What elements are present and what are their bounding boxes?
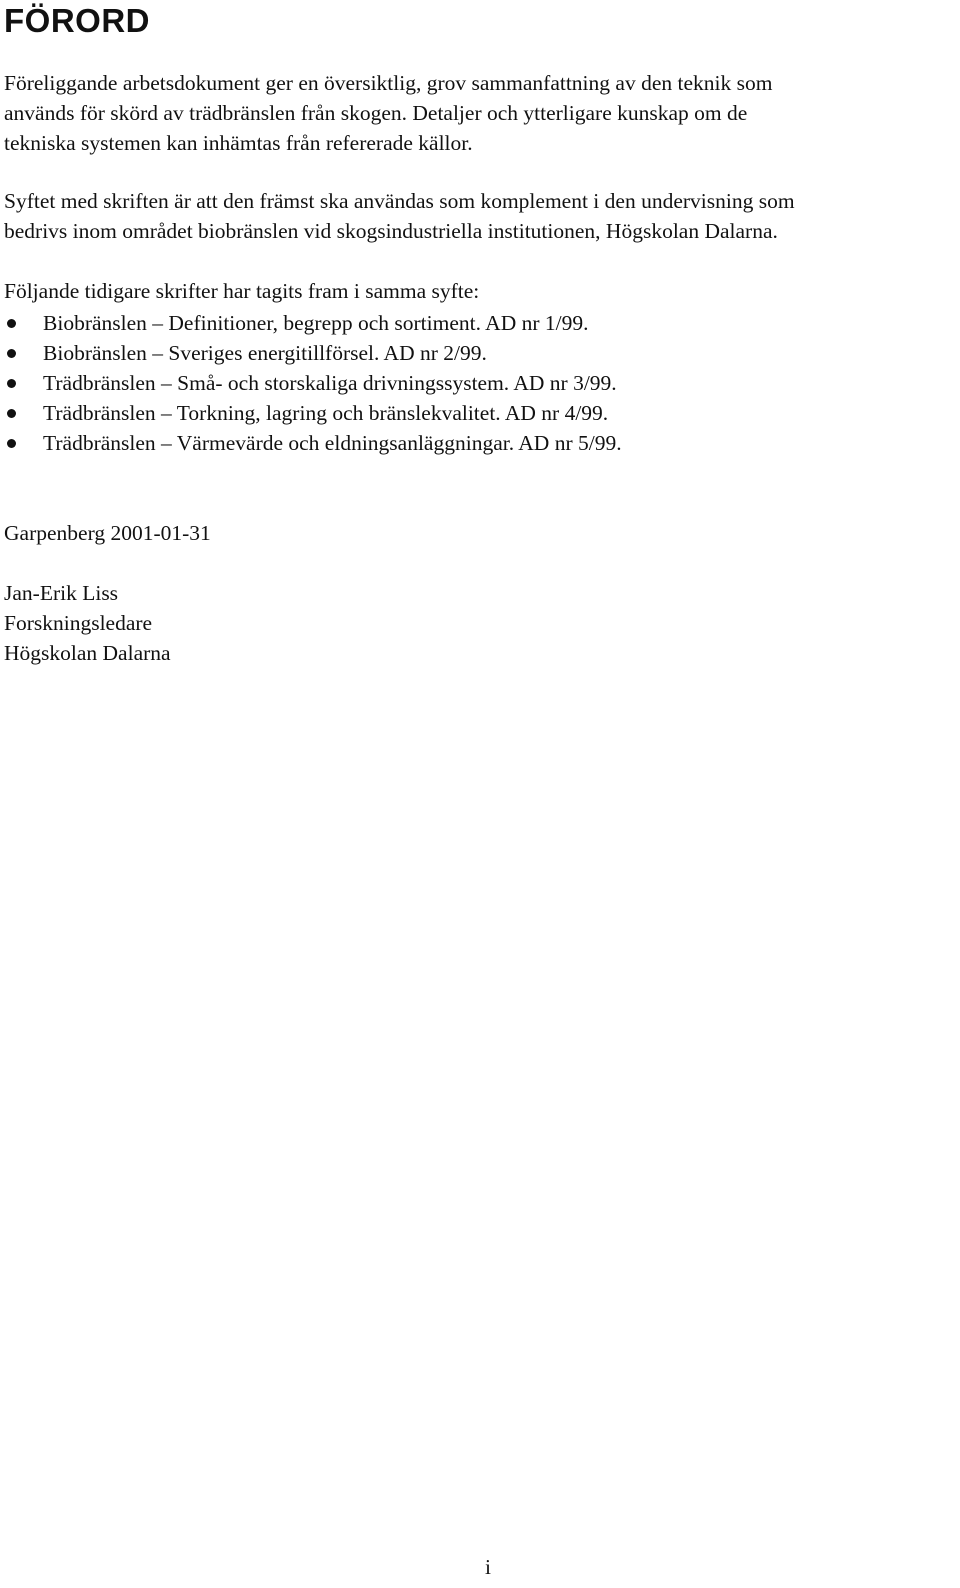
- bullet-icon: [7, 349, 16, 358]
- bullet-icon: [7, 319, 16, 328]
- intro-line: tekniska systemen kan inhämtas från refererade källor.: [4, 131, 473, 155]
- bullet-icon: [7, 379, 16, 388]
- bullet-icon: [7, 439, 16, 448]
- list-item-text: Trädbränslen – Torkning, lagring och bränslekvalitet. AD nr 4/99.: [43, 401, 609, 425]
- list-item: [4, 308, 622, 338]
- signature-block: [4, 578, 171, 668]
- list-item-text: Biobränslen – Definitioner, begrepp och sortiment. AD nr 1/99.: [43, 311, 589, 335]
- list-item: [4, 398, 622, 428]
- purpose-paragraph: [4, 186, 795, 246]
- bullet-icon: [7, 409, 16, 418]
- intro-line: Föreliggande arbetsdokument ger en översiktlig, grov sammanfattning av den teknik som: [4, 71, 773, 95]
- place-date: Garpenberg 2001-01-31: [4, 521, 211, 545]
- page-number: i: [485, 1555, 491, 1579]
- intro-line: används för skörd av trädbränslen från skogen. Detaljer och ytterligare kunskap om de: [4, 101, 748, 125]
- list-item-text: Biobränslen – Sveriges energitillförsel. AD nr 2/99.: [43, 341, 487, 365]
- intro-paragraph: [4, 68, 772, 158]
- list-item-text: Trädbränslen – Små- och storskaliga drivningssystem. AD nr 3/99.: [43, 371, 617, 395]
- signature-title: Forskningsledare: [4, 611, 153, 635]
- list-item: [4, 338, 622, 368]
- purpose-line: bedrivs inom området biobränslen vid skogsindustriella institutionen, Högskolan Dalarna.: [4, 219, 778, 243]
- list-item-text: Trädbränslen – Värmevärde och eldningsanläggningar. AD nr 5/99.: [43, 431, 622, 455]
- list-item: [4, 368, 622, 398]
- previous-publications-intro: Följande tidigare skrifter har tagits fram i samma syfte:: [4, 279, 480, 303]
- page-heading: FÖRORD: [4, 2, 150, 39]
- list-item: [4, 428, 622, 458]
- signature-organization: Högskolan Dalarna: [4, 641, 171, 665]
- purpose-line: Syftet med skriften är att den främst ska användas som komplement i den undervisning som: [4, 189, 795, 213]
- signature-name: Jan-Erik Liss: [4, 581, 119, 605]
- previous-publications-list: [4, 308, 622, 458]
